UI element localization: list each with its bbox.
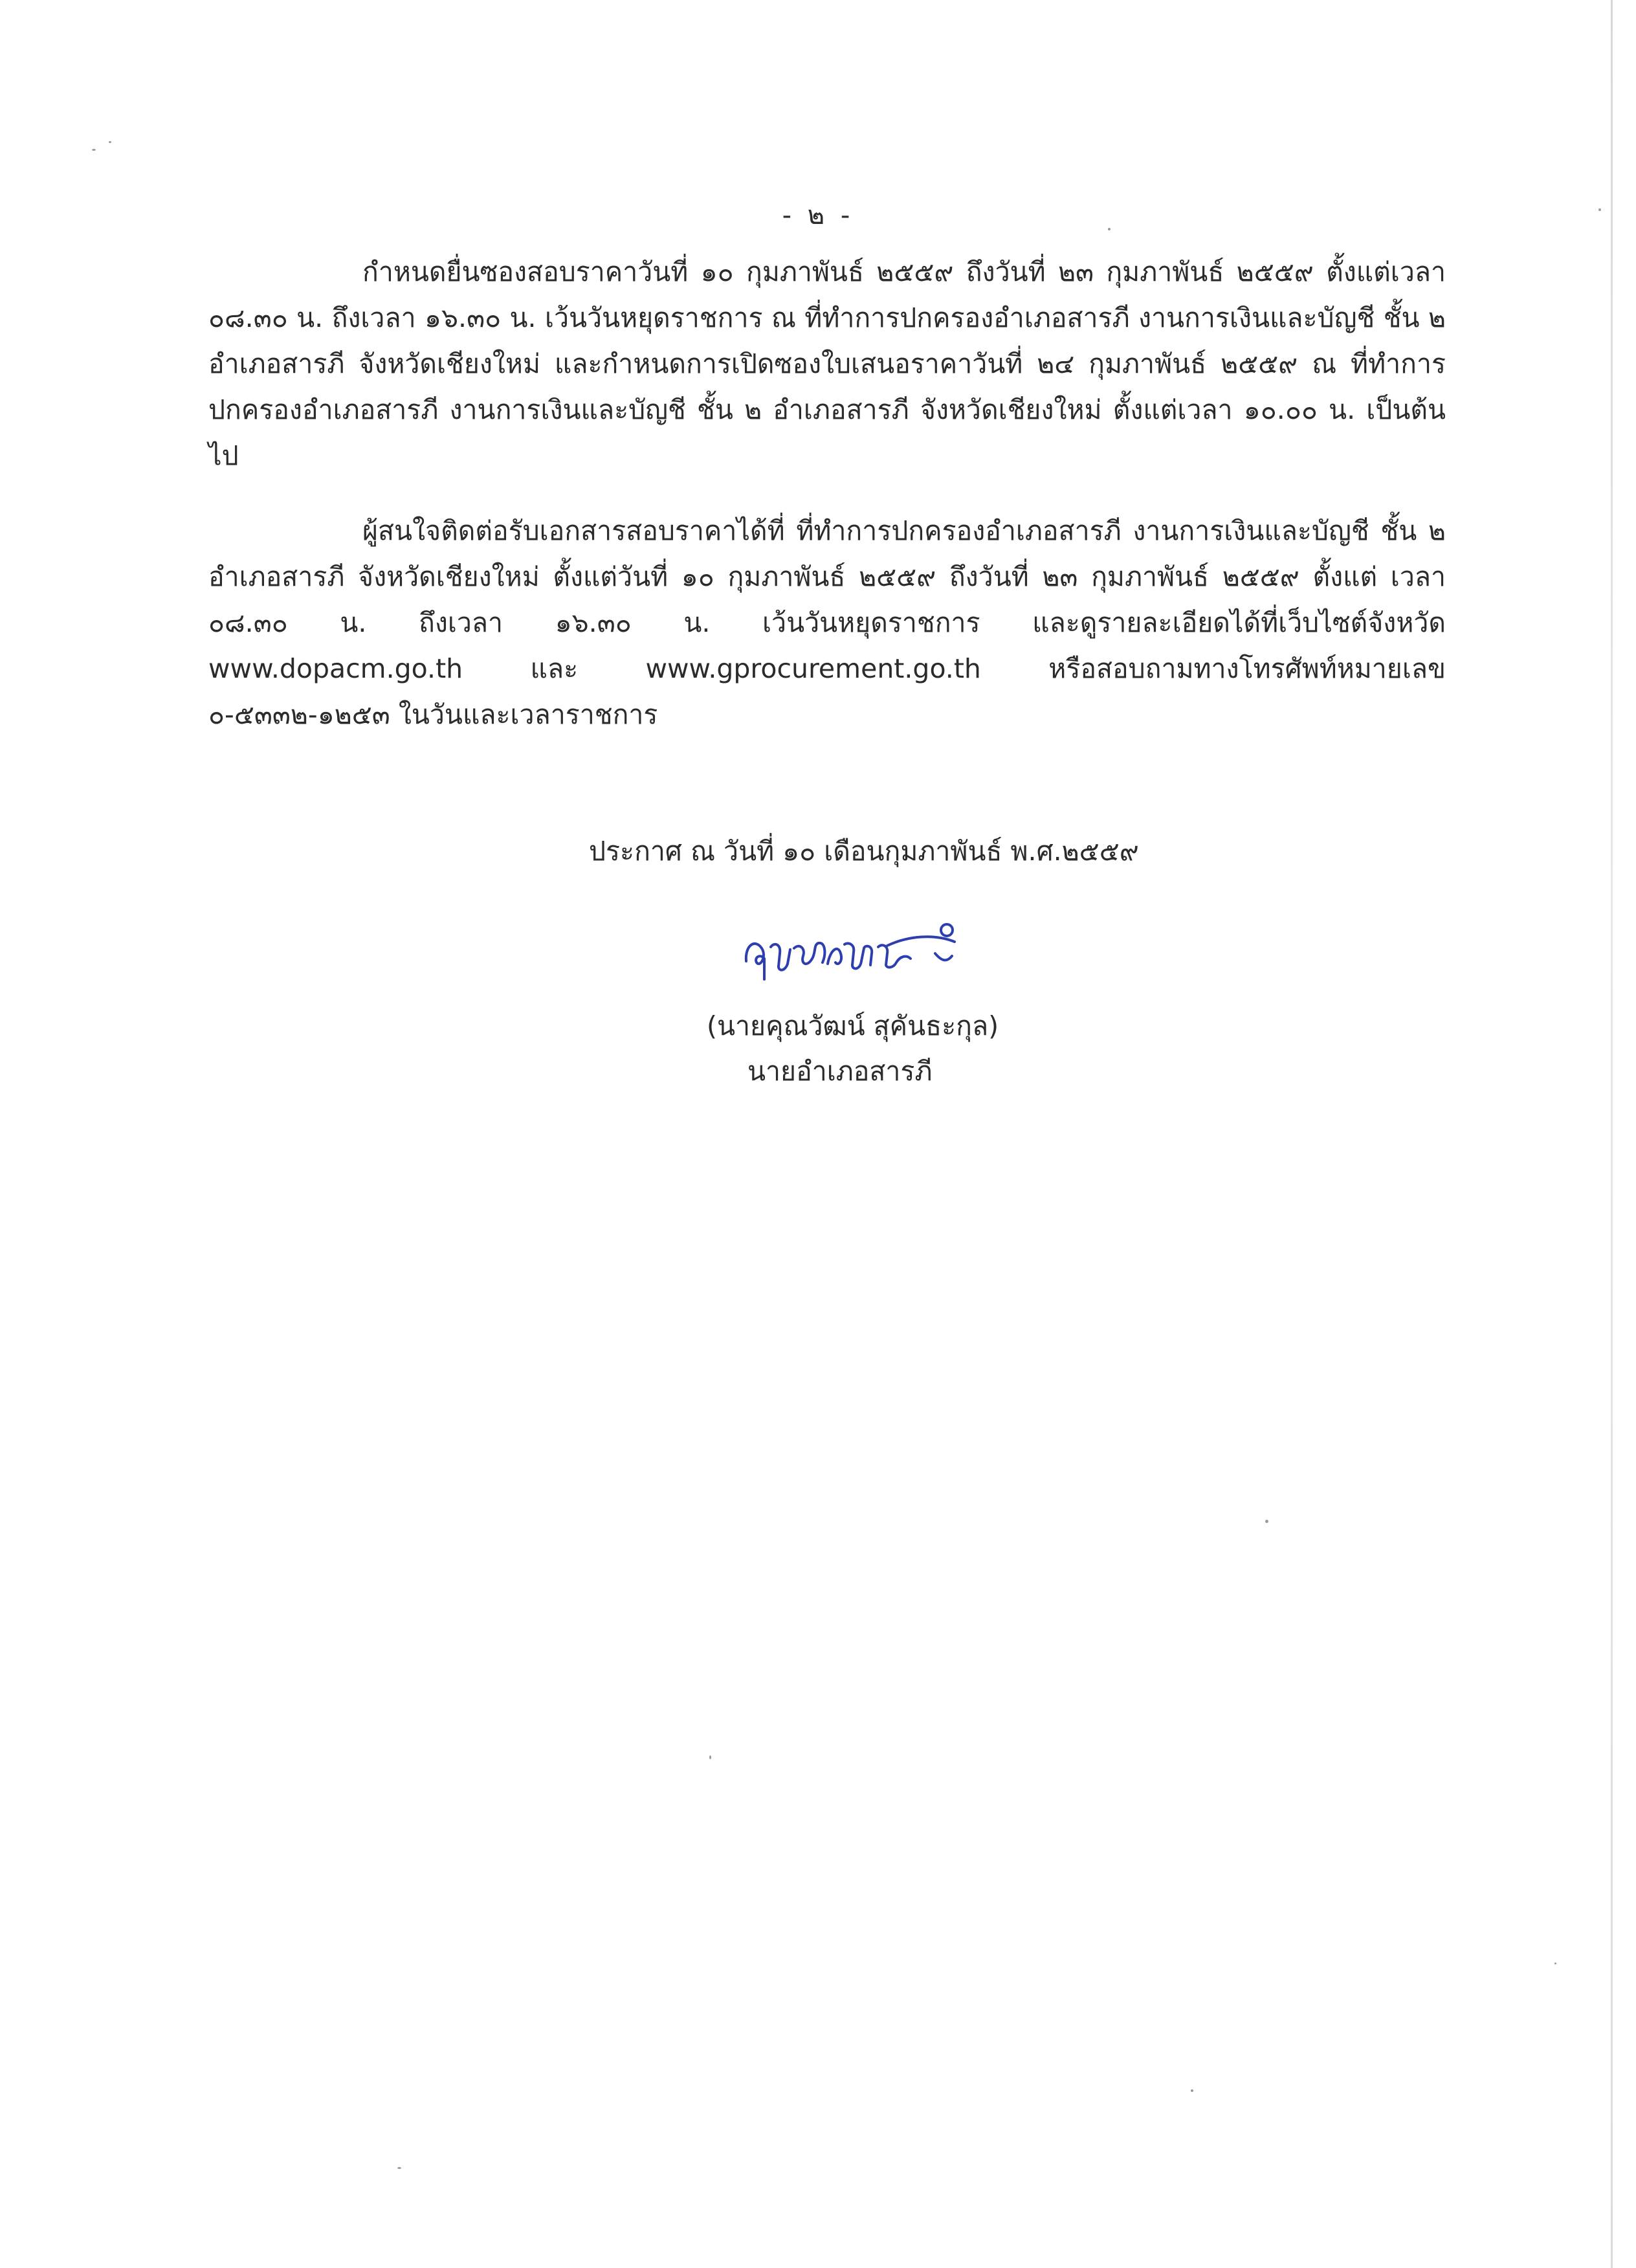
- scan-speck: [1265, 1520, 1268, 1523]
- announcement-date: ประกาศ ณ วันที่ ๑๐ เดือนกุมภาพันธ์ พ.ศ.๒๕๕๙: [589, 836, 1139, 867]
- scan-speck: [1554, 1962, 1556, 1964]
- handwritten-signature: [741, 916, 961, 984]
- scan-speck: [109, 141, 111, 143]
- scan-speck: [1598, 208, 1601, 211]
- paragraph-bid-submission: [208, 249, 1446, 479]
- signer-name: (นายคุณวัฒน์ สุคันธะกุล): [707, 1010, 999, 1041]
- scan-edge-shadow: [1611, 0, 1613, 2268]
- scan-speck: [397, 2167, 401, 2169]
- scan-speck: [1191, 2089, 1193, 2092]
- page-number: - ๒ -: [782, 201, 854, 230]
- paragraph-text: ผู้สนใจติดต่อรับเอกสารสอบราคาได้ที่ ที่ทำการปกครองอำเภอสารภี งานการเงินและบัญชี ชั้น ๒ อำเภอสารภี จังหวัดเชียงใหม่ ตั้งแต่วันที่ ๑๐ กุมภาพันธ์ ๒๕๕๙ ถึงวันที่ ๒๓ กุมภาพันธ์ ๒๕๕๙ ตั้งแต่ เวลา ๐๘.๓๐ น. ถึงเวลา ๑๖.๓๐ น. เว้นวันหยุดราชการ และดูรายละเอียดได้ที่เว็บไซต์จังหวัด www.dopacm.go.th และ www.gprocurement.go.th หรือสอบถามทางโทรศัพท์หมายเลข ๐-๕๓๓๒-๑๒๕๓ ในวันและเวลาราชการ: [208, 515, 1446, 730]
- paragraph-document-contact: [208, 508, 1446, 738]
- paragraph-text: กำหนดยื่นซองสอบราคาวันที่ ๑๐ กุมภาพันธ์ ๒๕๕๙ ถึงวันที่ ๒๓ กุมภาพันธ์ ๒๕๕๙ ตั้งแต่เวลา ๐๘.๓๐ น. ถึงเวลา ๑๖.๓๐ น. เว้นวันหยุดราชการ ณ ที่ทำการปกครองอำเภอสารภี งานการเงินและบัญชี ชั้น ๒ อำเภอสารภี จังหวัดเชียงใหม่ และกำหนดการเปิดซองใบเสนอราคาวันที่ ๒๔ กุมภาพันธ์ ๒๕๕๙ ณ ที่ทำการปกครองอำเภอสารภี งานการเงินและบัญชี ชั้น ๒ อำเภอสารภี จังหวัดเชียงใหม่ ตั้งแต่เวลา ๑๐.๐๐ น. เป็นต้นไป: [208, 256, 1446, 471]
- scan-speck: [1108, 228, 1111, 230]
- scan-speck: [709, 1755, 711, 1759]
- scan-speck: [92, 149, 96, 151]
- signer-title: นายอำเภอสารภี: [747, 1056, 933, 1087]
